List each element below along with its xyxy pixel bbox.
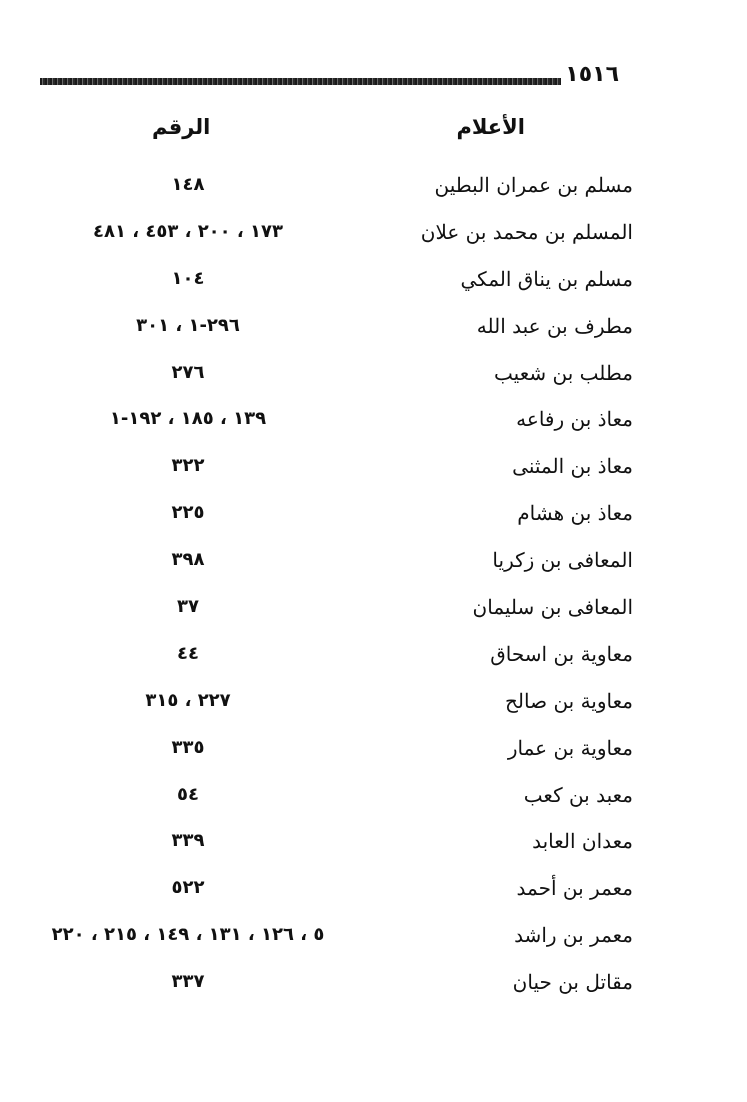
index-entry xyxy=(0,772,747,819)
entry-numbers: ١٣٩ ، ١٨٥ ، ١٩٢-١ xyxy=(109,408,267,430)
entry-numbers: ٣٣٥ xyxy=(171,736,205,758)
entry-name: معاوية بن عمار xyxy=(507,735,633,760)
index-entry xyxy=(0,584,747,631)
entry-numbers: ٥٤ xyxy=(177,783,199,805)
index-entry xyxy=(0,209,747,256)
entry-numbers: ٢٢٧ ، ٣١٥ xyxy=(145,689,231,711)
index-entry xyxy=(0,912,747,959)
entry-numbers: ٣٢٢ xyxy=(171,455,205,477)
entry-numbers: ١٧٣ ، ٢٠٠ ، ٤٥٣ ، ٤٨١ xyxy=(93,220,283,242)
entry-name: معاذ بن هشام xyxy=(517,501,633,526)
index-entry xyxy=(0,443,747,490)
entry-numbers: ٥ ، ١٢٦ ، ١٣١ ، ١٤٩ ، ٢١٥ ، ٢٢٠ xyxy=(51,924,325,946)
entry-name: معاذ بن رفاعه xyxy=(516,407,633,432)
entry-numbers: ٣٧ xyxy=(177,596,199,618)
entry-name: مطلب بن شعيب xyxy=(494,360,633,385)
entry-name: المعافى بن زكريا xyxy=(492,548,633,573)
entry-numbers: ٤٤ xyxy=(177,642,199,664)
entry-name: معاوية بن اسحاق xyxy=(490,641,633,666)
index-entry xyxy=(0,256,747,303)
index-entry xyxy=(0,865,747,912)
entry-name: معاذ بن المثنى xyxy=(512,454,633,479)
column-header-numbers: الرقم xyxy=(152,115,211,139)
entry-numbers: ٢٩٦-١ ، ٣٠١ xyxy=(136,314,240,336)
entry-name: المعافى بن سليمان xyxy=(472,595,633,620)
entry-name: معاوية بن صالح xyxy=(505,688,633,713)
index-entry xyxy=(0,162,747,209)
index-entry xyxy=(0,678,747,725)
entry-name: مقاتل بن حيان xyxy=(512,970,633,995)
entry-name: معمر بن راشد xyxy=(514,923,633,948)
entry-numbers: ١٤٨ xyxy=(171,174,205,195)
entry-name: المسلم بن محمد بن علان xyxy=(420,219,633,244)
entry-name: مطرف بن عبد الله xyxy=(476,313,633,338)
entry-name: معمر بن أحمد xyxy=(516,876,633,901)
column-header-names: الأعلام xyxy=(456,115,525,139)
entry-numbers: ٣٣٧ xyxy=(171,971,205,993)
index-entry xyxy=(0,396,747,443)
header-rule xyxy=(40,78,561,85)
entry-numbers: ٣٩٨ xyxy=(171,549,205,571)
index-entry xyxy=(0,725,747,772)
index-entry xyxy=(0,490,747,537)
entry-numbers: ٢٧٦ xyxy=(171,361,205,383)
index-entry xyxy=(0,537,747,584)
page-number: ١٥١٦ xyxy=(565,62,619,87)
index-entry xyxy=(0,350,747,397)
index-entry xyxy=(0,818,747,865)
entry-name: مسلم بن يناق المكي xyxy=(460,266,633,291)
index-entry xyxy=(0,959,747,1006)
entry-name: معبد بن كعب xyxy=(523,782,633,807)
index-entry xyxy=(0,631,747,678)
entry-numbers: ٣٣٩ xyxy=(171,830,205,852)
index-list xyxy=(0,162,747,1006)
entry-name: معدان العابد xyxy=(532,829,633,854)
entry-name: مسلم بن عمران البطين xyxy=(434,173,633,197)
entry-numbers: ٢٢٥ xyxy=(171,502,205,524)
entry-numbers: ٥٢٢ xyxy=(171,877,205,899)
index-entry xyxy=(0,303,747,350)
entry-numbers: ١٠٤ xyxy=(171,267,205,289)
